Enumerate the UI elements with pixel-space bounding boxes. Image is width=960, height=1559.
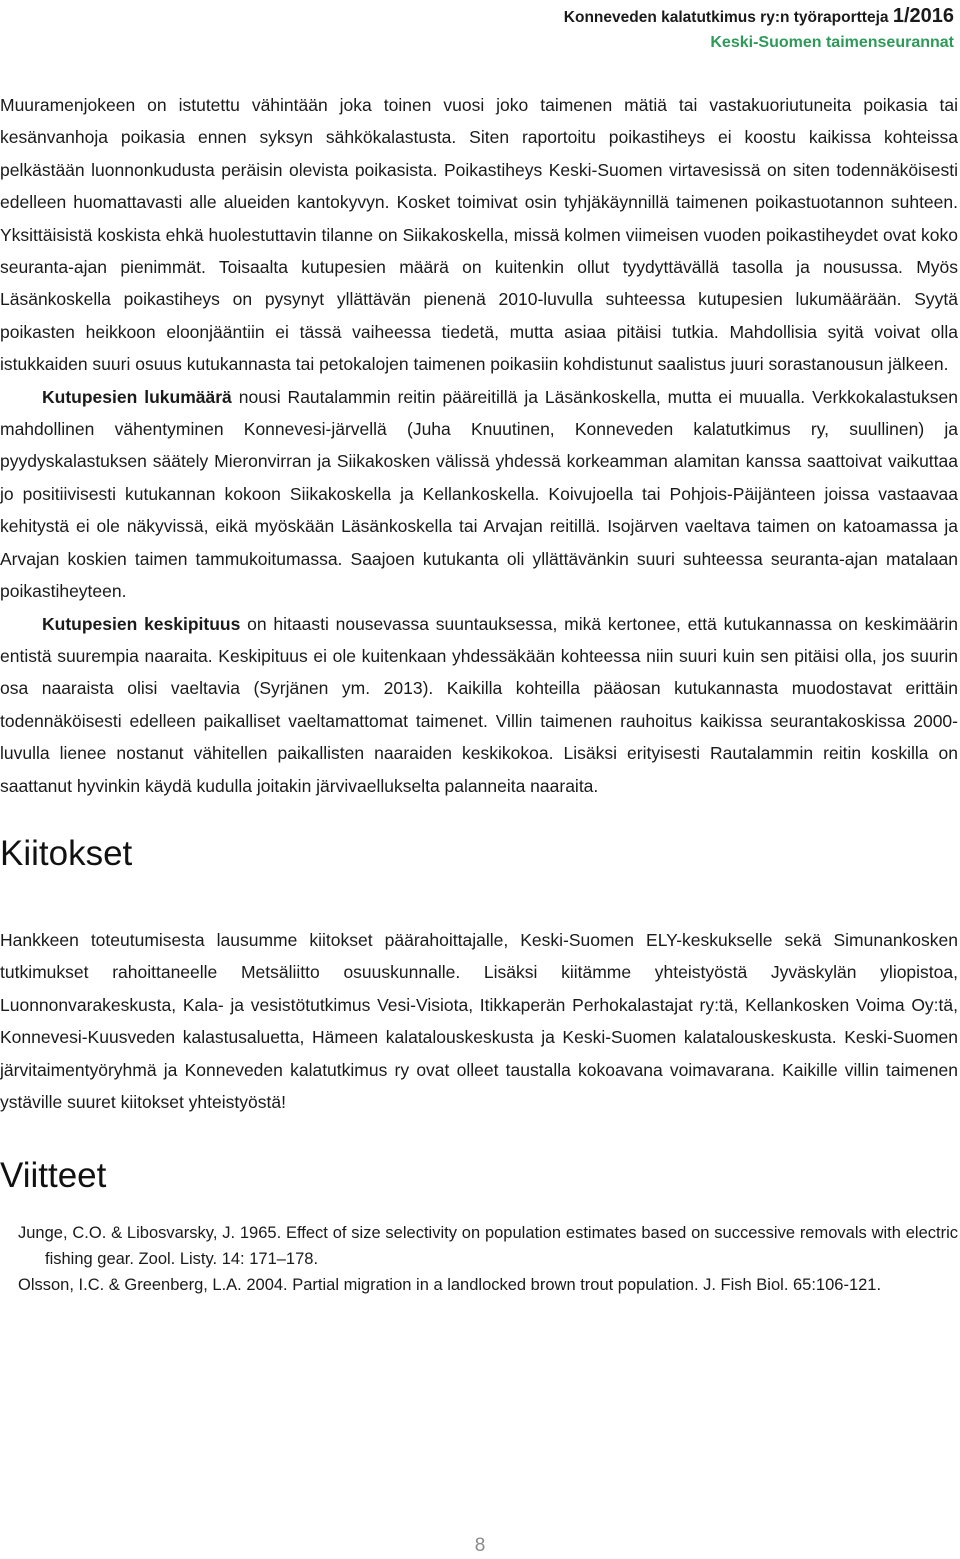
paragraph-spawning-nests-length bbox=[0, 608, 958, 802]
page-content bbox=[0, 89, 958, 1298]
page-number: 8 bbox=[474, 1535, 486, 1556]
reference-item: Junge, C.O. & Libosvarsky, J. 1965. Effect of size selectivity on population estimates based on successive removals with electric fishing gear. Zool. Listy. 14: 171–178. bbox=[18, 1224, 958, 1269]
paragraph-acknowledgements: Hankkeen toteutumisesta lausumme kiitokset päärahoittajalle, Keski-Suomen ELY-keskukselle sekä Simunankosken tutkimukset rahoittaneelle Metsäliitto osuuskunnalle. Lisäksi kiitämme yhteistyöstä Jyväskylän yliopistoa, Luonnonvarakeskusta, Kala- ja vesistötutkimus Vesi-Visiota, Itikkaperän Perhokalastajat ry:tä, Kellankosken Voima Oy:tä, Konnevesi-Kuusveden kalastusaluetta, Hämeen kalatalouskeskusta ja Keski-Suomen kalatalouskeskusta. Keski-Suomen järvitaimentyöryhmä ja Konneveden kalatutkimus ry ovat olleet taustalla kokoavana voimavarana. Kaikille villin taimenen ystäville suuret kiitokset yhteistyöstä! bbox=[0, 929, 958, 1112]
paragraph-results-1: Muuramenjokeen on istutettu vähintään joka toinen vuosi joko taimenen mätiä tai vastakuoriutuneita poikasia tai kesänvanhoja poikasia ennen syksyn sähkökalastusta. Siten raportoitu poikastiheys ei koostu kaikissa kohteissa pelkästään luonnonkudusta peräisin olevista poikasista. Poikastiheys Keski-Suomen virtavesissä on siten todennäköisesti edelleen huomattavasti alle alueiden kantokyvyn. Kosket toimivat osin tyhjäkäynnillä taimenen poikastuotannon suhteen. Yksittäisistä koskista ehkä huolestuttavin tilanne on Siikakoskella, missä kolmen viimeisen vuoden poikastiheydet ovat koko seuranta-ajan pienimmät. Toisaalta kutupesien määrä on kuitenkin ollut tyydyttävällä tasolla ja nousussa. Myös Läsänkoskella poikastiheys on pysynyt yllättävän pienenä 2010-luvulla suhteessa kutupesien lukumäärään. Syytä poikasten heikkoon eloonjääntiin ei tässä vaiheessa tiedetä, mutta asiaa pitäisi tutkia. Mahdollisia syitä voivat olla istukkaiden suuri osuus kutukannasta tai petokalojen taimenen poikasiin kohdistunut saalistus juuri sorastanousun jälkeen. bbox=[0, 95, 958, 375]
reference-list bbox=[0, 1220, 958, 1298]
paragraph-spawning-nests-count bbox=[0, 381, 958, 608]
heading-acknowledgements: Kiitokset bbox=[0, 833, 133, 873]
paragraph-text: on hitaasti nousevassa suuntauksessa, mikä kertonee, että kutukannassa on keskimäärin entistä suurempia naaraita. Keskipituus ei ole kuitenkaan yhdessäkään kohteessa niin suuri kuin sen pitäisi olla, jos suurin osa naaraista olisi vaeltavia (Syrjänen ym. 2013). Kaikilla kohteilla pääosan kutukannasta muodostavat erittäin todennäköisesti edelleen paikalliset vaeltamattomat taimenet. Villin taimenen rauhoitus kaikissa seurantakoskissa 2000-luvulla lienee nostanut vähitellen paikallisten naaraiden keskikokoa. Lisäksi erityisesti Rautalammin reitin koskilla on saattanut hyvinkin käydä kudulla joitakin järvivaellukselta palanneita naaraita. bbox=[0, 613, 958, 796]
paragraph-lead-term: Kutupesien keskipituus bbox=[42, 613, 241, 634]
page-header bbox=[564, 4, 954, 55]
series-title: Konneveden kalatutkimus ry:n työraportteja bbox=[563, 9, 893, 26]
series-line bbox=[564, 4, 954, 30]
report-title: Keski-Suomen taimenseurannat bbox=[710, 34, 954, 51]
series-number: 1/2016 bbox=[892, 5, 954, 27]
heading-references: Viitteet bbox=[0, 1156, 107, 1196]
paragraph-text: nousi Rautalammin reitin pääreitillä ja Läsänkoskella, mutta ei muualla. Verkkokalastuksen mahdollinen vähentyminen Konnevesi-järvellä (Juha Knuutinen, Konneveden kalatutkimus ry, suullinen) ja pyydyskalastuksen säätely Mieronvirran ja Siikakosken välissä yhdessä korkeamman alamitan kanssa saattoivat vaikuttaa jo positiivisesti kutukannan kokoon Siikakoskella ja Kellankoskella. Koivujoella tai Pohjois-Päijänteen joissa vastaavaa kehitystä ei ole näkyvissä, eikä myöskään Läsänkoskella tai Arvajan reitillä. Isojärven vaeltava taimen on katoamassa ja Arvajan koskien taimen tammukoitumassa. Saajoen kutukanta oli yllättävänkin suuri suhteessa seuranta-ajan matalaan poikastiheyteen. bbox=[0, 386, 958, 602]
paragraph-lead-term: Kutupesien lukumäärä bbox=[42, 386, 232, 407]
reference-item: Olsson, I.C. & Greenberg, L.A. 2004. Partial migration in a landlocked brown trout population. J. Fish Biol. 65:106-121. bbox=[18, 1276, 882, 1295]
